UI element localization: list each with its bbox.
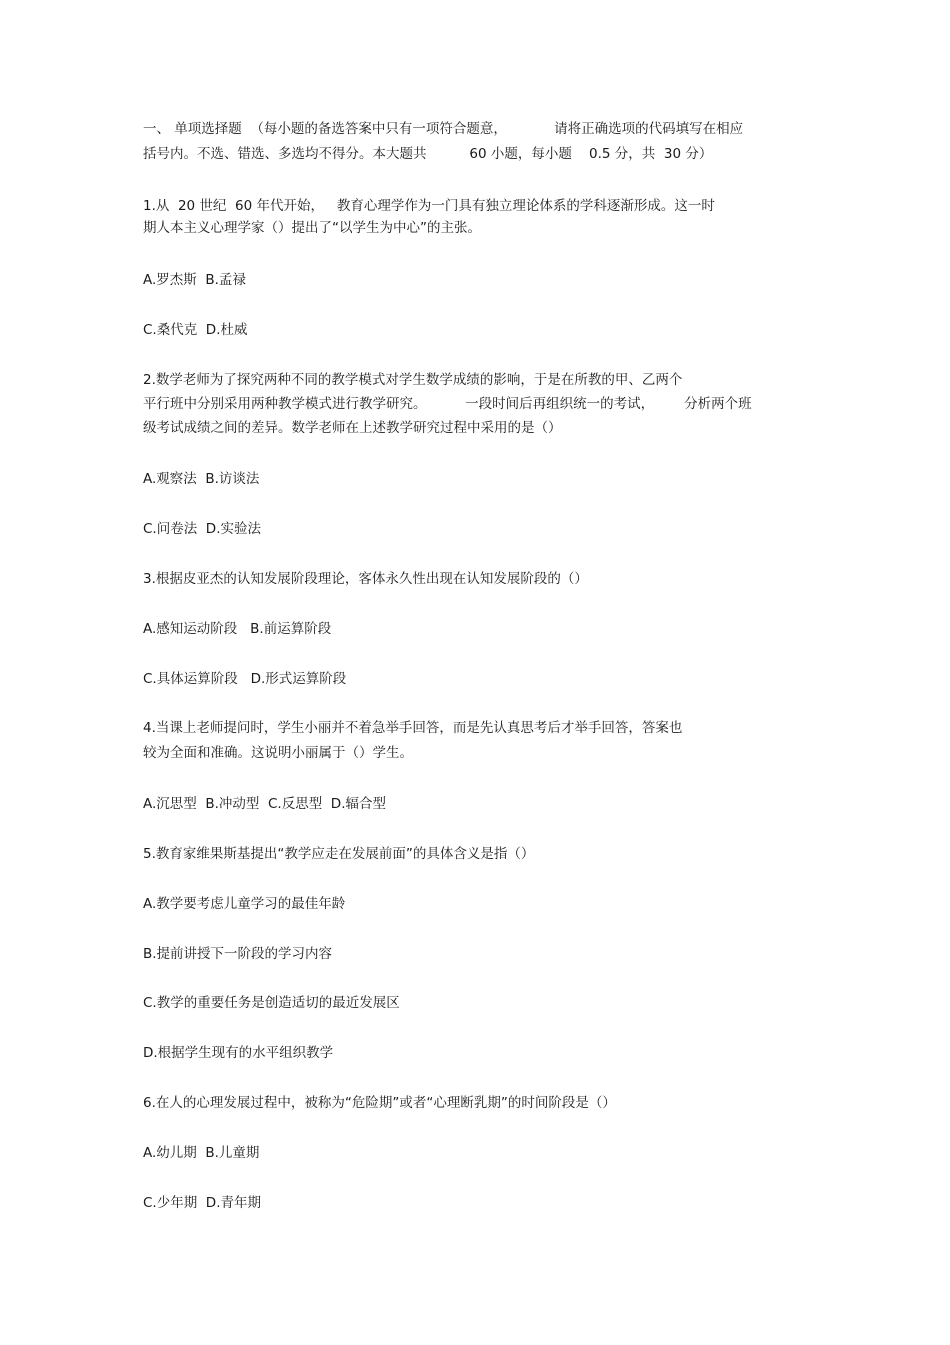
question-4-stem-line-2: 较为全面和准确。这说明小丽属于（）学生。 [143, 745, 413, 761]
section-header-line-1: 一、 单项选择题 （每小题的备选答案中只有一项符合题意， 请将正确选项的代码填写在相应 [143, 121, 744, 137]
question-1-stem-line-2: 期人本主义心理学家（）提出了“以学生为中心”的主张。 [143, 220, 481, 236]
question-5-option-b: B.提前讲授下一阶段的学习内容 [143, 946, 333, 962]
section-header-line-2: 括号内。不选、错选、多选均不得分。本大题共 60 小题，每小题 0.5 分，共 30 分） [143, 146, 713, 162]
question-3-stem-line-1: 3.根据皮亚杰的认知发展阶段理论，客体永久性出现在认知发展阶段的（） [143, 571, 588, 587]
question-1-option-row-1: A.罗杰斯 B.孟禄 [143, 272, 246, 288]
question-2-stem-line-3: 级考试成绩之间的差异。数学老师在上述教学研究过程中采用的是（） [143, 420, 562, 436]
question-5-option-a: A.教学要考虑儿童学习的最佳年龄 [143, 896, 346, 912]
question-4-option-row-1: A.沉思型 B.冲动型 C.反思型 D.辐合型 [143, 796, 386, 812]
question-6-option-row-2: C.少年期 D.青年期 [143, 1195, 261, 1211]
question-6-option-row-1: A.幼儿期 B.儿童期 [143, 1145, 260, 1161]
question-5-option-c: C.教学的重要任务是创造适切的最近发展区 [143, 995, 400, 1011]
question-3-option-row-2: C.具体运算阶段 D.形式运算阶段 [143, 671, 347, 687]
question-3-option-row-1: A.感知运动阶段 B.前运算阶段 [143, 621, 332, 637]
question-2-stem-line-2: 平行班中分别采用两种教学模式进行教学研究。 一段时间后再组织统一的考试， 分析两个班 [143, 396, 752, 412]
question-2-option-row-2: C.问卷法 D.实验法 [143, 521, 261, 537]
question-5-option-d: D.根据学生现有的水平组织教学 [143, 1045, 334, 1061]
question-2-stem-line-1: 2.数学老师为了探究两种不同的教学模式对学生数学成绩的影响，于是在所教的甲、乙两个 [143, 372, 683, 388]
question-1-option-row-2: C.桑代克 D.杜威 [143, 322, 248, 338]
question-1-stem-line-1: 1.从 20 世纪 60 年代开始， 教育心理学作为一门具有独立理论体系的学科逐渐形成。这一时 [143, 198, 715, 214]
question-4-stem-line-1: 4.当课上老师提问时，学生小丽并不着急举手回答，而是先认真思考后才举手回答，答案也 [143, 720, 683, 736]
question-5-stem-line-1: 5.教育家维果斯基提出“教学应走在发展前面”的具体含义是指（） [143, 846, 535, 862]
question-6-stem-line-1: 6.在人的心理发展过程中，被称为“危险期”或者“心理断乳期”的时间阶段是（） [143, 1095, 616, 1111]
question-2-option-row-1: A.观察法 B.访谈法 [143, 471, 260, 487]
